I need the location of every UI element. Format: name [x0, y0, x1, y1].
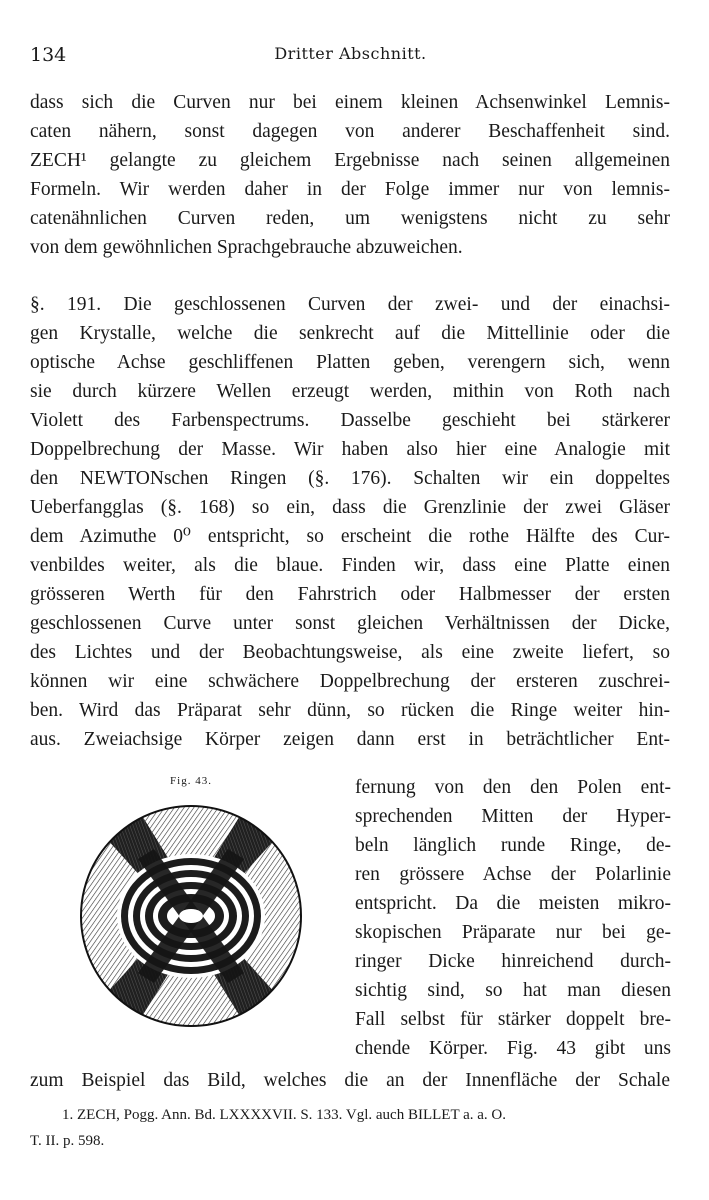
text-line: von dem gewöhnlichen Sprachgebrauche abzuweichen.	[30, 237, 463, 258]
text-line: Doppelbrechung der Masse. Wir haben also hier eine Analogie mit	[30, 439, 670, 460]
text-line: caten nähern, sonst dagegen von anderer Beschaffenheit sind.	[30, 121, 670, 142]
text-line: zum Beispiel das Bild, welches die an der Innenfläche der Schale	[30, 1070, 670, 1091]
footnote	[30, 1102, 670, 1154]
text-line: skopischen Präparate nur bei ge-	[355, 922, 671, 943]
text-line: können wir eine schwächere Doppelbrechung der ersteren zuschrei-	[30, 671, 670, 692]
text-line: des Lichtes und der Beobachtungsweise, als eine zweite liefert, so	[30, 642, 670, 663]
paragraph-continuation	[30, 1066, 670, 1095]
text-line: den NEWTONschen Ringen (§. 176). Schalten wir ein doppeltes	[30, 468, 670, 489]
text-line: ZECH¹ gelangte zu gleichem Ergebnisse nach seinen allgemeinen	[30, 150, 670, 171]
text-line: aus. Zweiachsige Körper zeigen dann erst in beträchtlicher Ent-	[30, 729, 670, 750]
text-line: Violett des Farbenspectrums. Dasselbe geschieht bei stärkerer	[30, 410, 670, 431]
page-header	[30, 44, 671, 70]
text-line: entspricht. Da die meisten mikro-	[355, 893, 671, 914]
footnote-line: 1. ZECH, Pogg. Ann. Bd. LXXXXVII. S. 133. Vgl. auch BILLET a. a. O.	[62, 1107, 506, 1123]
text-line: optische Achse geschliffenen Platten geben, verengern sich, wenn	[30, 352, 670, 373]
text-line: sprechenden Mitten der Hyper-	[355, 806, 671, 827]
text-line: dass sich die Curven nur bei einem kleinen Achsenwinkel Lemnis-	[30, 92, 670, 113]
text-line: beln länglich runde Ringe, de-	[355, 835, 671, 856]
text-line: grösseren Werth für den Fahrstrich oder Halbmesser der ersten	[30, 584, 670, 605]
paragraph-1	[30, 88, 670, 262]
footnote-line: T. II. p. 598.	[30, 1133, 105, 1149]
text-line: §. 191. Die geschlossenen Curven der zwei- und der einachsi-	[30, 294, 670, 315]
text-line: chende Körper. Fig. 43 gibt uns	[355, 1038, 671, 1059]
text-line: sichtig sind, so hat man diesen	[355, 980, 671, 1001]
text-line: ren grössere Achse der Polarlinie	[355, 864, 671, 885]
text-line: Ueberfangglas (§. 168) so ein, dass die Grenzlinie der zwei Gläser	[30, 497, 670, 518]
page-number: 134	[30, 44, 67, 66]
text-line: geschlossenen Curve unter sonst gleichen Verhältnissen der Dicke,	[30, 613, 670, 634]
text-line: ringer Dicke hinreichend durch-	[355, 951, 671, 972]
paragraph-191	[30, 290, 670, 754]
text-line: dem Azimuthe 0⁰ entspricht, so erscheint die rothe Hälfte des Cur-	[30, 526, 670, 547]
text-line: venbildes weiter, als die blaue. Finden wir, dass eine Platte einen	[30, 555, 670, 576]
interference-rings-illustration	[76, 801, 306, 1031]
text-line: Formeln. Wir werden daher in der Folge immer nur von lemnis-	[30, 179, 670, 200]
text-line: ben. Wird das Präparat sehr dünn, so rücken die Ringe weiter hin-	[30, 700, 670, 721]
text-line: Fall selbst für stärker doppelt bre-	[355, 1009, 671, 1030]
text-line: sie durch kürzere Wellen erzeugt werden, mithin von Roth nach	[30, 381, 670, 402]
figure-caption: Fig. 43.	[170, 775, 212, 787]
running-head: Dritter Abschnitt.	[274, 44, 427, 63]
text-line: gen Krystalle, welche die senkrecht auf die Mittellinie oder die	[30, 323, 670, 344]
text-line: fernung von den den Polen ent-	[355, 777, 671, 798]
figure-43	[76, 773, 306, 1063]
text-line: catenähnlichen Curven reden, um wenigstens nicht zu sehr	[30, 208, 670, 229]
paragraph-beside-figure	[355, 773, 671, 1063]
